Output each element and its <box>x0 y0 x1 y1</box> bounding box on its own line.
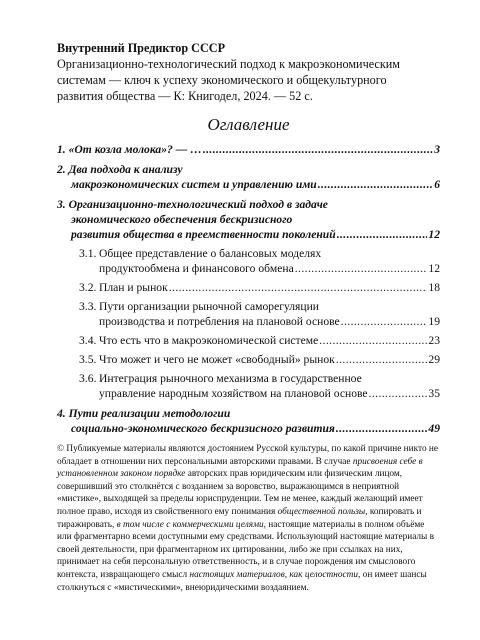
toc-entry-number: 3.6. <box>79 372 97 385</box>
toc-section-entry[interactable] <box>57 246 440 276</box>
dot-leader <box>295 261 428 276</box>
toc-entry-line <box>57 406 440 421</box>
dot-leader <box>341 314 428 329</box>
bibliographic-line: системам — ключ к успеху экономического и общекультурного <box>57 73 387 87</box>
toc-entry-text: Два подхода к анализу <box>68 163 183 176</box>
toc-entry-line <box>99 246 440 261</box>
toc-page-number: 6 <box>434 178 440 191</box>
dot-leader <box>169 280 428 295</box>
bibliographic-line: Организационно-технологический подход к макроэкономическим <box>57 57 400 71</box>
toc-page-number: 3 <box>434 143 440 156</box>
toc-entry-text: производства и потребления на плановой основе <box>99 315 340 328</box>
toc-page-number: 18 <box>428 281 440 294</box>
toc-entry-text: Организационно-технологический подход в задаче <box>68 198 328 211</box>
toc-page-number: 49 <box>428 422 440 435</box>
toc-entry-text: развития общества в преемственности поколений <box>71 228 336 241</box>
toc-entry-number: 3.5. <box>79 353 97 366</box>
toc-section-entry[interactable] <box>57 333 440 348</box>
toc-entry-text: План и рынок <box>99 281 168 294</box>
toc-entry-line <box>99 371 440 386</box>
toc-section-entry[interactable] <box>57 352 440 367</box>
toc-entry-number: 3.4. <box>79 334 97 347</box>
dot-leader <box>337 227 428 242</box>
toc-entry-text: макроэкономических систем и управлению ими <box>71 178 317 191</box>
toc-entry-text: продуктообмена и финансового обмена <box>99 262 294 275</box>
toc-entry-number: 3. <box>57 198 66 211</box>
document-page <box>57 40 440 594</box>
toc-entry-text: Интеграция рыночного механизма в государственное <box>99 372 362 385</box>
table-of-contents <box>57 142 440 436</box>
dot-leader <box>318 177 433 192</box>
toc-section-entry[interactable] <box>57 280 440 295</box>
toc-page-number: 23 <box>428 334 440 347</box>
toc-entry-number: 3.1. <box>79 247 97 260</box>
toc-page-number: 35 <box>428 387 440 400</box>
toc-chapter-entry[interactable] <box>57 142 440 157</box>
toc-entry-line <box>57 162 440 177</box>
toc-entry-line <box>57 212 440 227</box>
toc-entry-text: «От козла молока»? — … <box>68 143 202 156</box>
dot-leader <box>336 352 428 367</box>
toc-page-number: 19 <box>428 315 440 328</box>
copyright-notice: © Публикуемые материалы являются достоянием Русской культуры, по какой причине никто не обладает в отношении них персональными авторскими правами. В случае присвоения себе в установленном законом порядке авторских прав юридическим или физическим лицом, совершивший это столкнётся с возданием за воровство, выражающимся в неприятной «мистике», выходящей за пределы юриспруденции. Тем не менее, каждый желающий имеет полное право, исходя из свойственного ему понимания общественной пользы, копировать и тиражировать, в том числе с коммерческими целями, настоящие материалы в полном объёме или фрагментарно всеми доступными ему средствами. Использующий настоящие материалы в своей деятельности, при фрагментарном их цитировании, либо же при ссылках на них, принимает на себя персональную ответственность, и в случае порождения им смыслового контекста, извращающего смысл настоящих материалов, как целостности, он имеет шансы столкнуться с «мистическими», внеюридическими воздаянием. <box>57 444 439 593</box>
toc-page-number: 12 <box>428 262 440 275</box>
toc-entry-number: 1. <box>57 143 66 156</box>
toc-entry-text: Что есть что в макроэкономической системе <box>99 334 319 347</box>
toc-entry-number: 2. <box>57 163 66 176</box>
toc-entry-number: 4. <box>57 407 66 420</box>
toc-title: Оглавление <box>207 115 290 134</box>
toc-entry-text: экономического обеспечения бескризисного <box>71 213 293 226</box>
toc-section-entry[interactable] <box>57 299 440 329</box>
toc-entry-text: социально-экономического бескризисного развития <box>71 422 335 435</box>
toc-entry-line <box>99 299 440 314</box>
toc-entry-text: Общее представление о балансовых моделях <box>99 247 322 260</box>
toc-entry-text: Что может и чего не может «свободный» рынок <box>99 353 335 366</box>
author: Внутренний Предиктор СССР <box>57 41 226 55</box>
toc-chapter-entry[interactable] <box>57 162 440 192</box>
dot-leader <box>203 142 433 157</box>
toc-entry-text: Пути реализации методологии <box>68 407 231 420</box>
toc-page-number: 29 <box>428 353 440 366</box>
toc-entry-number: 3.3. <box>79 300 97 313</box>
dot-leader <box>319 333 427 348</box>
toc-chapter-entry[interactable] <box>57 197 440 242</box>
dot-leader <box>336 421 428 436</box>
toc-page-number: 12 <box>428 228 440 241</box>
dot-leader <box>369 386 428 401</box>
toc-chapter-entry[interactable] <box>57 406 440 436</box>
toc-entry-number: 3.2. <box>79 281 97 294</box>
toc-entry-line <box>57 197 440 212</box>
toc-section-entry[interactable] <box>57 371 440 401</box>
bibliographic-line: развития общества — К: Книгодел, 2024. — 52 с. <box>57 89 313 103</box>
toc-entry-text: управление народным хозяйством на плановой основе <box>99 387 368 400</box>
toc-entry-text: Пути организации рыночной саморегуляции <box>99 300 319 313</box>
